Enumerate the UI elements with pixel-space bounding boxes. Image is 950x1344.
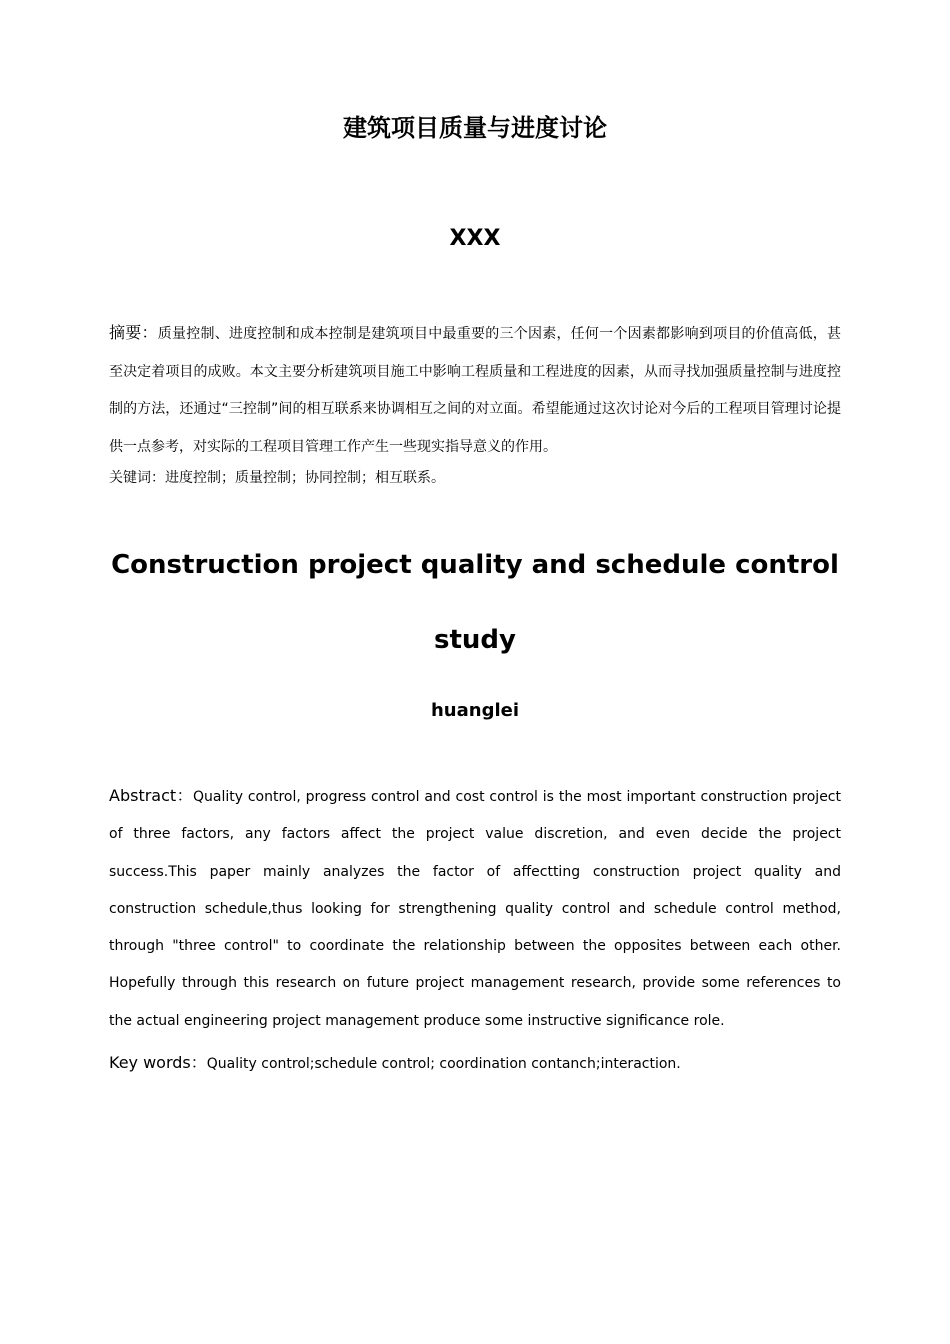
chinese-title: 建筑项目质量与进度讨论 [343, 114, 607, 142]
english-keywords-text: Quality control;schedule control; coordination contanch;interaction. [206, 1056, 681, 1072]
chinese-abstract-text: 质量控制、进度控制和成本控制是建筑项目中最重要的三个因素，任何一个因素都影响到项目的价值高低，甚至决定着项目的成败。本文主要分析建筑项目施工中影响工程质量和工程进度的因素，从而寻找加强质量控制与进度控制的方法，还通过“三控制”间的相互联系来协调相互之间的对立面。希望能通过这次讨论对今后的工程项目管理讨论提供一点参考，对实际的工程项目管理工作产生一些现实指导意义的作用。 [109, 326, 841, 455]
english-keywords [109, 1050, 841, 1077]
english-abstract-label: Abstract： [109, 786, 193, 805]
english-abstract-text: Quality control, progress control and cost control is the most important construction project of three factors, any factors affect the project value discretion, and even decide the project success.This paper mainly analyzes the factor of affectting construction project quality and construction schedule,thus looking for strengthening quality control and schedule control method, through "three control" to coordinate the relationship between the opposites between each other. Hopefully through this research on future project management research, provide some references to the actual engineering project management produce some instructive significance role. [109, 789, 841, 1029]
english-author: huanglei [430, 700, 520, 721]
english-abstract [109, 777, 841, 1040]
chinese-abstract [109, 314, 841, 466]
chinese-author: XXX [449, 226, 501, 251]
chinese-keywords [109, 466, 841, 490]
english-keywords-label: Key words： [109, 1053, 207, 1072]
chinese-keywords-text: 进度控制；质量控制；协同控制；相互联系。 [165, 470, 445, 486]
chinese-abstract-label: 摘要： [109, 323, 158, 342]
chinese-keywords-label: 关键词： [109, 470, 165, 486]
english-title: Construction project quality and schedule control study [111, 550, 839, 655]
